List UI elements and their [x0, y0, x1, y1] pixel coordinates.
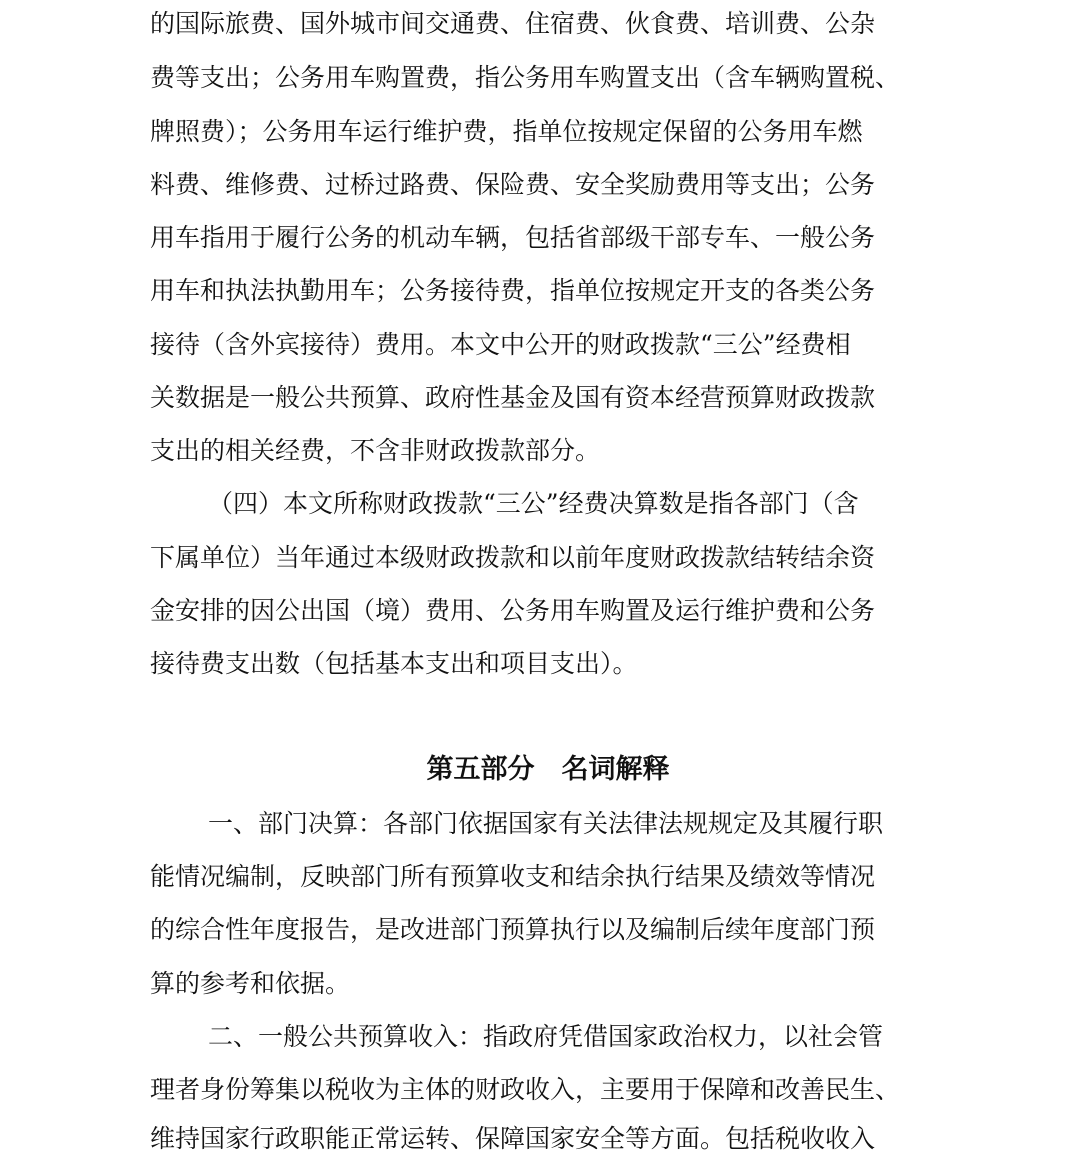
text-line: 能情况编制，反映部门所有预算收支和结余执行结果及绩效等情况: [150, 862, 876, 891]
text-line: 的国际旅费、国外城市间交通费、住宿费、伙食费、培训费、公杂: [150, 9, 876, 38]
text-line: 一、部门决算：各部门依据国家有关法律法规规定及其履行职: [208, 809, 884, 838]
text-line: 料费、维修费、过桥过路费、保险费、安全奖励费用等支出；公务: [150, 170, 876, 199]
text-line: 下属单位）当年通过本级财政拨款和以前年度财政拨款结转结余资: [150, 543, 876, 572]
section-heading: 第五部分 名词解释: [426, 754, 670, 785]
text-line: 接待费支出数（包括基本支出和项目支出）。: [150, 649, 638, 678]
text-line: 维持国家行政职能正常运转、保障国家安全等方面。包括税收收入: [150, 1124, 876, 1153]
text-line: 关数据是一般公共预算、政府性基金及国有资本经营预算财政拨款: [150, 383, 876, 412]
text-line: 算的参考和依据。: [150, 969, 351, 998]
text-line: 二、一般公共预算收入：指政府凭借国家政治权力，以社会管: [208, 1022, 884, 1051]
text-line: 接待（含外宾接待）费用。本文中公开的财政拨款“三公”经费相: [150, 330, 851, 359]
text-line: 用车指用于履行公务的机动车辆，包括省部级干部专车、一般公务: [150, 223, 876, 252]
text-line: 理者身份筹集以税收为主体的财政收入，主要用于保障和改善民生、: [150, 1075, 901, 1104]
text-line: 的综合性年度报告，是改进部门预算执行以及编制后续年度部门预: [150, 915, 876, 944]
text-line: （四）本文所称财政拨款“三公”经费决算数是指各部门（含: [208, 489, 859, 518]
text-line: 金安排的因公出国（境）费用、公务用车购置及运行维护费和公务: [150, 596, 876, 625]
text-line: 支出的相关经费，不含非财政拨款部分。: [150, 436, 601, 465]
text-line: 用车和执法执勤用车；公务接待费，指单位按规定开支的各类公务: [150, 276, 876, 305]
text-line: 费等支出；公务用车购置费，指公务用车购置支出（含车辆购置税、: [150, 63, 901, 92]
text-line: 牌照费）；公务用车运行维护费，指单位按规定保留的公务用车燃: [150, 117, 863, 146]
